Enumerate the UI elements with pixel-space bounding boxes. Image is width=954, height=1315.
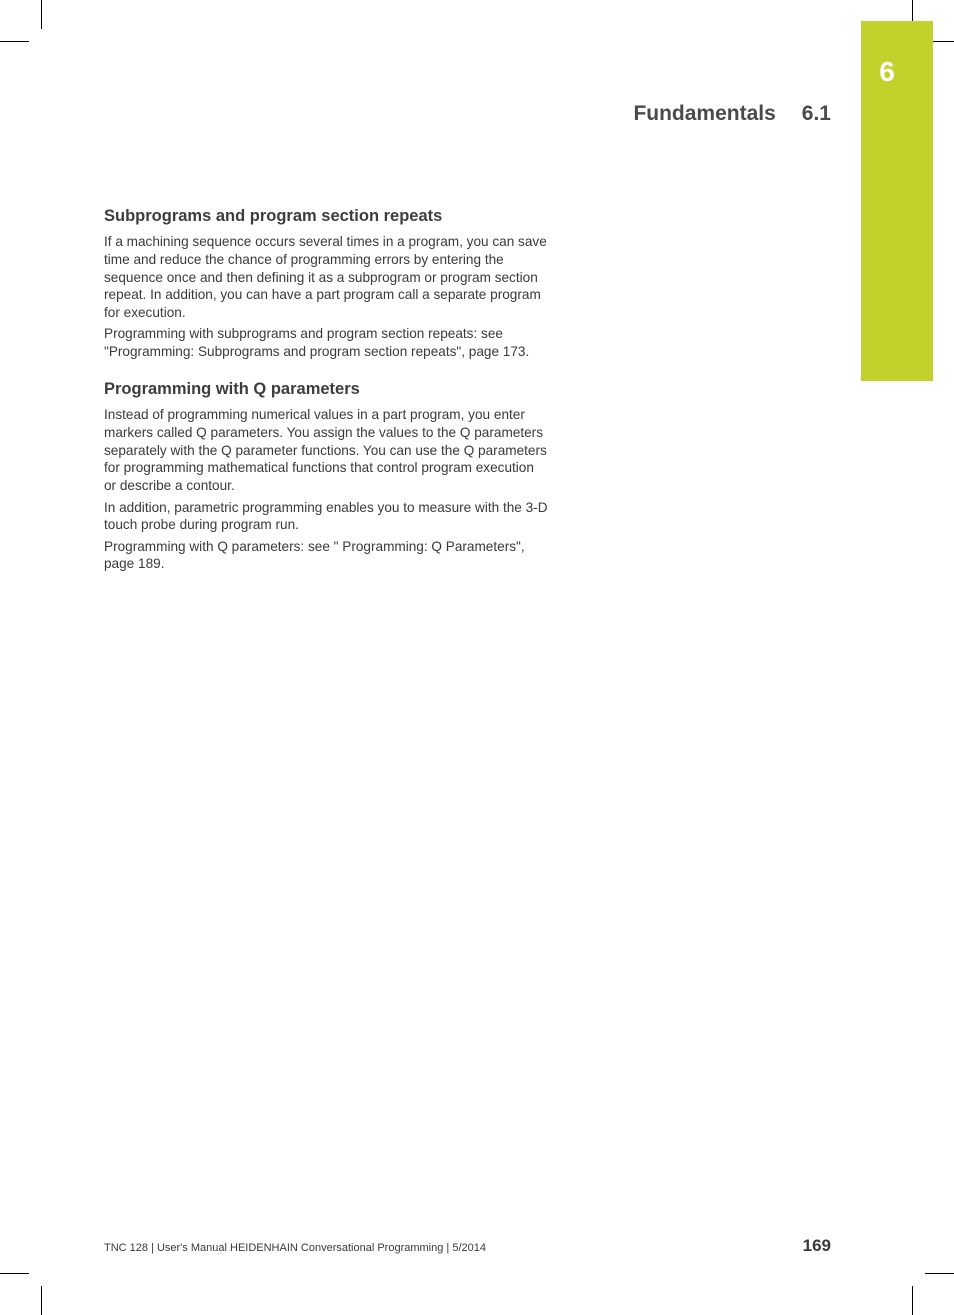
cross-reference-paragraph: Programming with Q parameters: see " Programming: Q Parameters", page 189. [104,538,525,572]
page-number: 169 [802,1236,831,1255]
running-head [633,103,831,124]
cross-reference-paragraph: Programming with subprograms and program section repeats: see "Programming: Subprograms and program section repeats", page 173. [104,326,530,360]
body-paragraph: In addition, parametric programming enables you to measure with the 3-D touch probe during program run. [104,499,548,533]
crop-mark [925,1273,954,1274]
body-paragraph: If a machining sequence occurs several times in a program, you can save time and reduce the chance of programming errors by entering the sequence once and then defining it as a subprogram or program section repeat. In addition, you can have a part program call a separate program for execution. [104,234,547,321]
crop-mark [0,41,29,42]
body-paragraph: Instead of programming numerical values in a part program, you enter markers called Q parameters. You assign the values to the Q parameters separately with the Q parameter functions. You can use the Q parameters for programming mathematical functions that control program execution or describe a contour. [104,407,547,494]
crop-mark [41,0,42,29]
main-content [104,206,549,577]
section-title: Fundamentals [633,102,776,125]
section-heading: Subprograms and program section repeats [104,207,443,225]
crop-mark [912,1286,913,1315]
crop-mark [0,1273,29,1274]
footer-text: TNC 128 | User's Manual HEIDENHAIN Conversational Programming | 5/2014 [104,1242,486,1254]
section-number: 6.1 [801,102,831,125]
crop-mark [41,1286,42,1315]
section-heading: Programming with Q parameters [104,380,360,399]
chapter-number: 6 [879,56,895,87]
